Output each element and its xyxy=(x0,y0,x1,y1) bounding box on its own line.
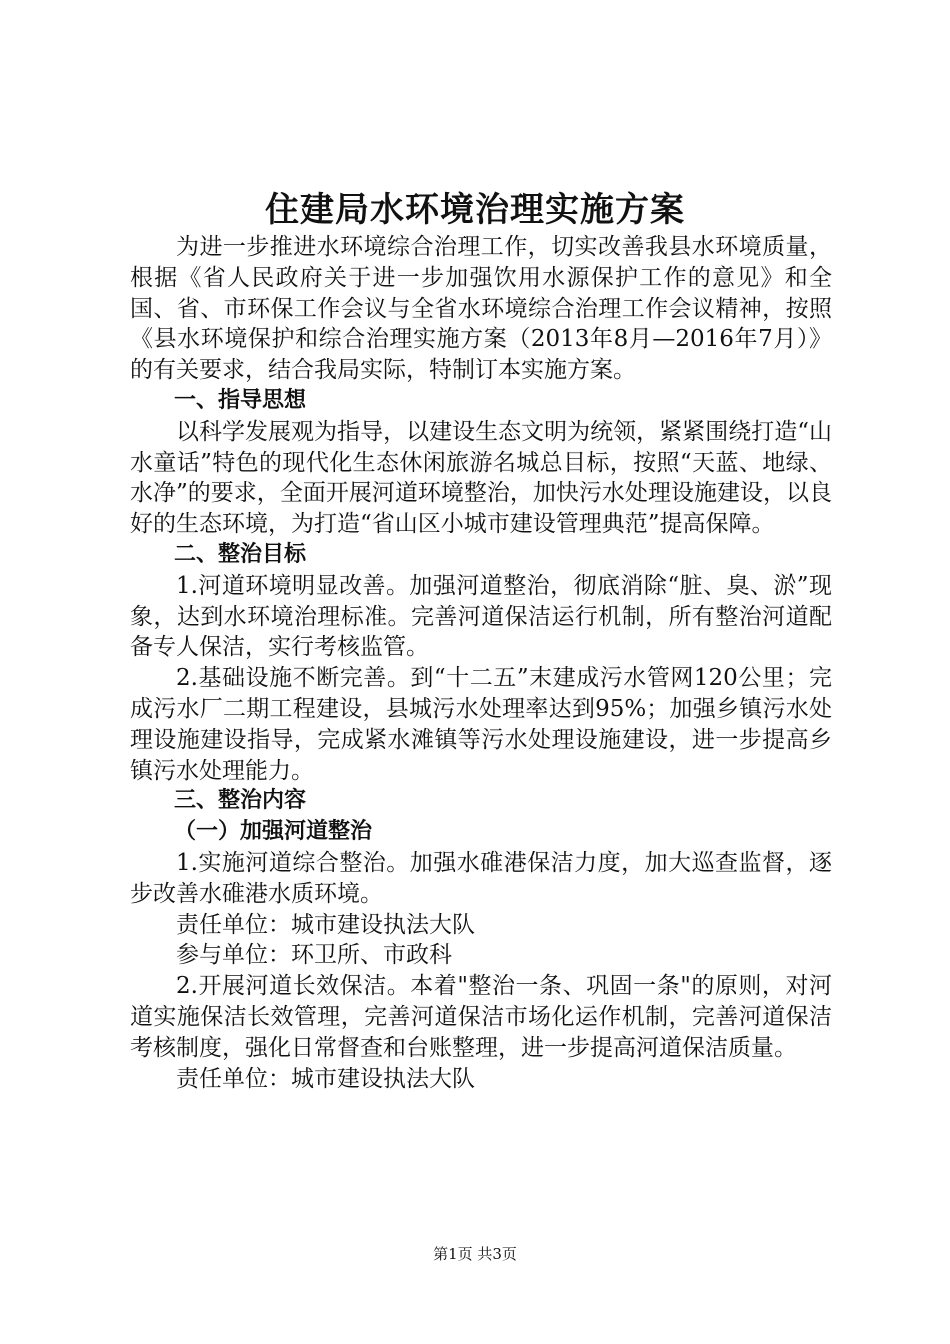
body-paragraph: 1.河道环境明显改善。加强河道整治，彻底消除“脏、臭、淤”现象，达到水环境治理标准。完善河道保洁运行机制，所有整治河道配备专人保洁，实行考核监管。 xyxy=(130,572,832,661)
document-title: 住建局水环境治理实施方案 xyxy=(265,190,685,230)
participating-unit-line: 参与单位：环卫所、市政科 xyxy=(176,942,452,969)
body-paragraph: 2.基础设施不断完善。到“十二五”末建成污水管网120公里；完成污水厂二期工程建设，县城污水处理率达到95%；加强乡镇污水处理设施建设指导，完成紧水滩镇等污水处理设施建设，进一步提高乡镇污水处理能力。 xyxy=(130,665,832,784)
section-heading-content: 三、整治内容 xyxy=(174,788,307,814)
page-number-footer: 第1页 共3页 xyxy=(433,1245,517,1263)
section-heading-guiding-ideology: 一、指导思想 xyxy=(174,387,307,413)
body-paragraph: 以科学发展观为指导，以建设生态文明为统领，紧紧围绕打造“山水童话”特色的现代化生态休闲旅游名城总目标，按照“天蓝、地绿、水净”的要求，全面开展河道环境整治，加快污水处理设施建设，以良好的生态环境，为打造“省山区小城市建设管理典范”提高保障。 xyxy=(130,418,832,538)
subsection-heading-river-management: （一）加强河道整治 xyxy=(174,819,373,845)
section-heading-goals: 二、整治目标 xyxy=(174,541,307,567)
body-paragraph: 2.开展河道长效保洁。本着"整治一条、巩固一条"的原则，对河道实施保洁长效管理，完善河道保洁市场化运作机制，完善河道保洁考核制度，强化日常督查和台账整理，进一步提高河道保洁质量。 xyxy=(130,973,832,1061)
responsible-unit-line: 责任单位：城市建设执法大队 xyxy=(176,1065,475,1092)
intro-paragraph: 为进一步推进水环境综合治理工作，切实改善我县水环境质量，根据《省人民政府关于进一步加强饮用水源保护工作的意见》和全国、省、市环保工作会议与全省水环境综合治理工作会议精神，按照《县水环境保护和综合治理实施方案（2013年8月—2016年7月）》的有关要求，结合我局实际，特制订本实施方案。 xyxy=(130,234,832,384)
body-paragraph: 1.实施河道综合整治。加强水碓港保洁力度，加大巡查监督，逐步改善水碓港水质环境。 xyxy=(130,849,832,907)
document-body xyxy=(130,232,832,1094)
responsible-unit-line: 责任单位：城市建设执法大队 xyxy=(176,911,475,938)
